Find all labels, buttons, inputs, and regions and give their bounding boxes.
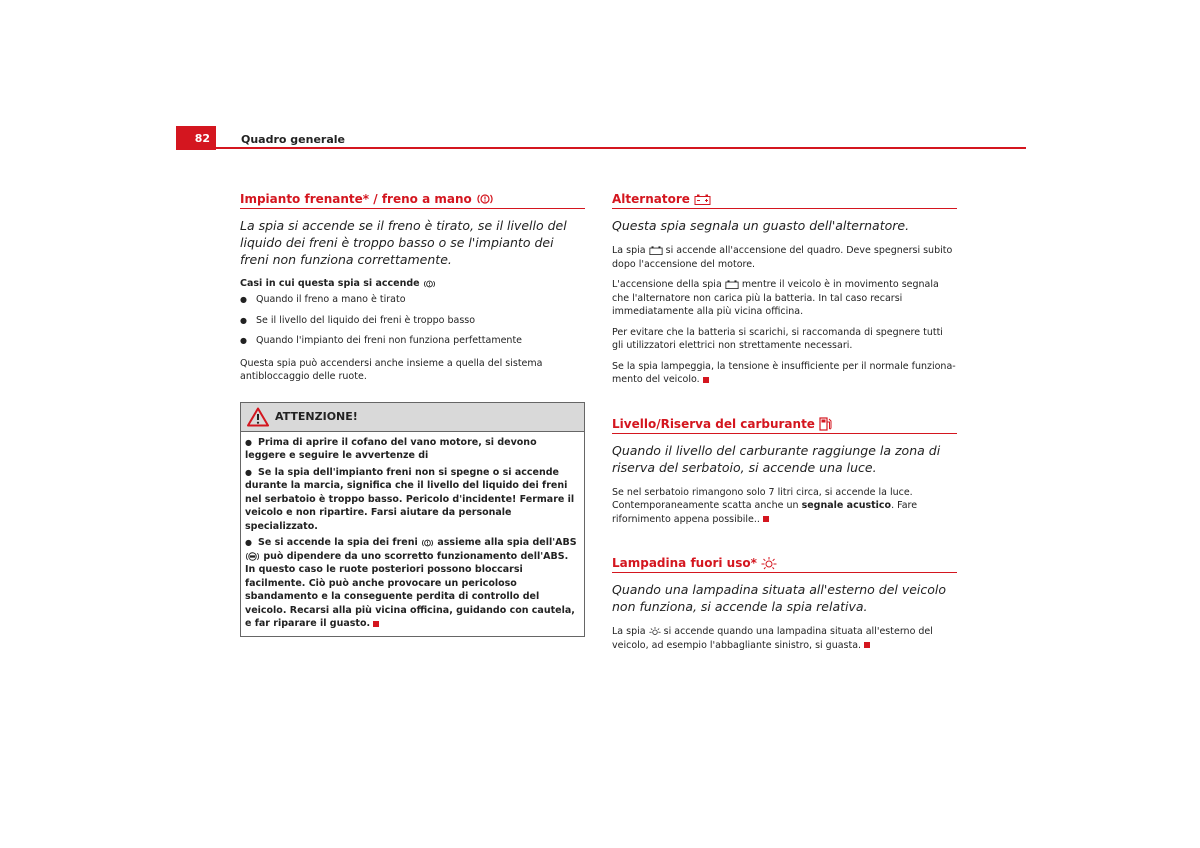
- end-marker: [763, 516, 769, 522]
- battery-icon: [694, 194, 711, 205]
- section-heading-fuel: Livello/Riserva del carburante: [612, 417, 957, 434]
- bullet-icon: ●: [240, 295, 247, 304]
- bulb-failure-icon: [649, 626, 661, 637]
- section-fuel: [612, 417, 957, 527]
- end-marker: [373, 621, 379, 627]
- paragraph: Se la spia lampeggia, la tensione è insufficiente per il normale funzionamento del veicolo.: [612, 360, 956, 385]
- paragraph: Se nel serbatoio rimangono solo 7 litri circa, si accende la luce. Contemporaneamente scatta anche un segnale acustico. Fare rifornimento appena possibile..: [612, 486, 918, 525]
- warning-triangle-icon: [247, 407, 269, 427]
- section-alternator: [612, 192, 957, 387]
- warning-body: [241, 432, 584, 636]
- header-rule: [176, 147, 1026, 149]
- page-title: Quadro generale: [241, 133, 345, 146]
- warning-item: ● Prima di aprire il cofano del vano motore, si devono leggere e seguire le avvertenze di: [245, 436, 537, 461]
- section-bulb: [612, 556, 957, 652]
- lead-text: Quando una lampadina situata all'esterno del veicolo non funziona, si accende la spia relativa.: [612, 582, 947, 614]
- bullet-icon: ●: [245, 467, 252, 477]
- warning-header: [241, 403, 584, 432]
- brake-warning-icon: [421, 538, 434, 548]
- paragraph: La spia si accende all'accensione del quadro. Deve spegnersi subito dopo l'accensione del motore.: [612, 245, 953, 270]
- warning-title: ATTENZIONE!: [275, 410, 358, 423]
- warning-item: ● Se la spia dell'impianto freni non si spegne o si accende durante la marcia, significa che il livello del liquido dei freni nel serbatoio è troppo basso. Pericolo d'incidente! Fermare il veicolo e non ripartire. Farsi aiutare da personale specializzato.: [245, 466, 575, 532]
- bullet-list: [240, 293, 585, 348]
- lead-text: Quando il livello del carburante raggiunge la zona di riserva del serbatoio, si accende una luce.: [612, 442, 941, 475]
- warning-item: ● Se si accende la spia dei freni assieme alla spia dell'ABS può dipendere da uno scorretto funzionamento dell'ABS. In questo caso le ruote posteriori possono bloccarsi facilmente. Ciò può anche provocare un pericoloso sbandamento e la conseguente perdita di controllo del veicolo. Recarsi alla più vicina officina, guidando con cautela, e far riparare il guasto.: [245, 537, 577, 629]
- section-heading-brakes: Impianto frenante* / freno a mano: [240, 192, 585, 209]
- brake-warning-icon: [423, 279, 436, 289]
- battery-icon: [725, 280, 739, 289]
- end-marker: [864, 642, 870, 648]
- list-item: ● Se il livello del liquido dei freni è troppo basso: [240, 314, 476, 326]
- right-column: [612, 192, 957, 659]
- paragraph: L'accensione della spia mentre il veicolo è in movimento segnala che l'alternatore non carica più la batteria. In tal caso recarsi immediatamente alla più vicina officina.: [612, 279, 939, 317]
- page-number: 82: [176, 126, 216, 150]
- paragraph: Questa spia può accendersi anche insieme a quella del sistema antibloccaggio delle ruote.: [240, 357, 543, 382]
- section-heading-bulb: Lampadina fuori uso*: [612, 556, 957, 573]
- list-item: ● Quando il freno a mano è tirato: [240, 294, 406, 305]
- fuel-pump-icon: [819, 417, 832, 431]
- end-marker: [703, 377, 709, 383]
- bullet-icon: ●: [245, 437, 252, 447]
- battery-icon: [649, 246, 663, 255]
- abs-warning-icon: [245, 551, 260, 562]
- left-column: [240, 192, 585, 637]
- warning-box: [240, 402, 585, 637]
- paragraph: La spia si accende quando una lampadina situata all'esterno del veicolo, ad esempio l'abbagliante sinistro, si guasta.: [612, 626, 933, 651]
- list-item: ● Quando l'impianto dei freni non funziona perfettamente: [240, 335, 523, 346]
- bullet-icon: ●: [240, 315, 247, 325]
- bulb-failure-icon: [761, 556, 777, 570]
- lead-text: Questa spia segnala un guasto dell'alternatore.: [612, 218, 910, 233]
- paragraph: Per evitare che la batteria si scarichi, si raccomanda di spegnere tutti gli utilizzatori elettrici non strettamente necessari.: [612, 326, 943, 351]
- section-heading-alternator: Alternatore: [612, 192, 957, 209]
- lead-text: La spia si accende se il freno è tirato, se il livello del liquido dei freni è troppo basso o se l'impianto dei freni non funziona correttamente.: [240, 218, 567, 267]
- bullet-icon: ●: [245, 538, 252, 547]
- bullet-icon: ●: [240, 336, 247, 345]
- brake-warning-icon: [476, 193, 494, 205]
- subheading: Casi in cui questa spia si accende: [240, 278, 585, 289]
